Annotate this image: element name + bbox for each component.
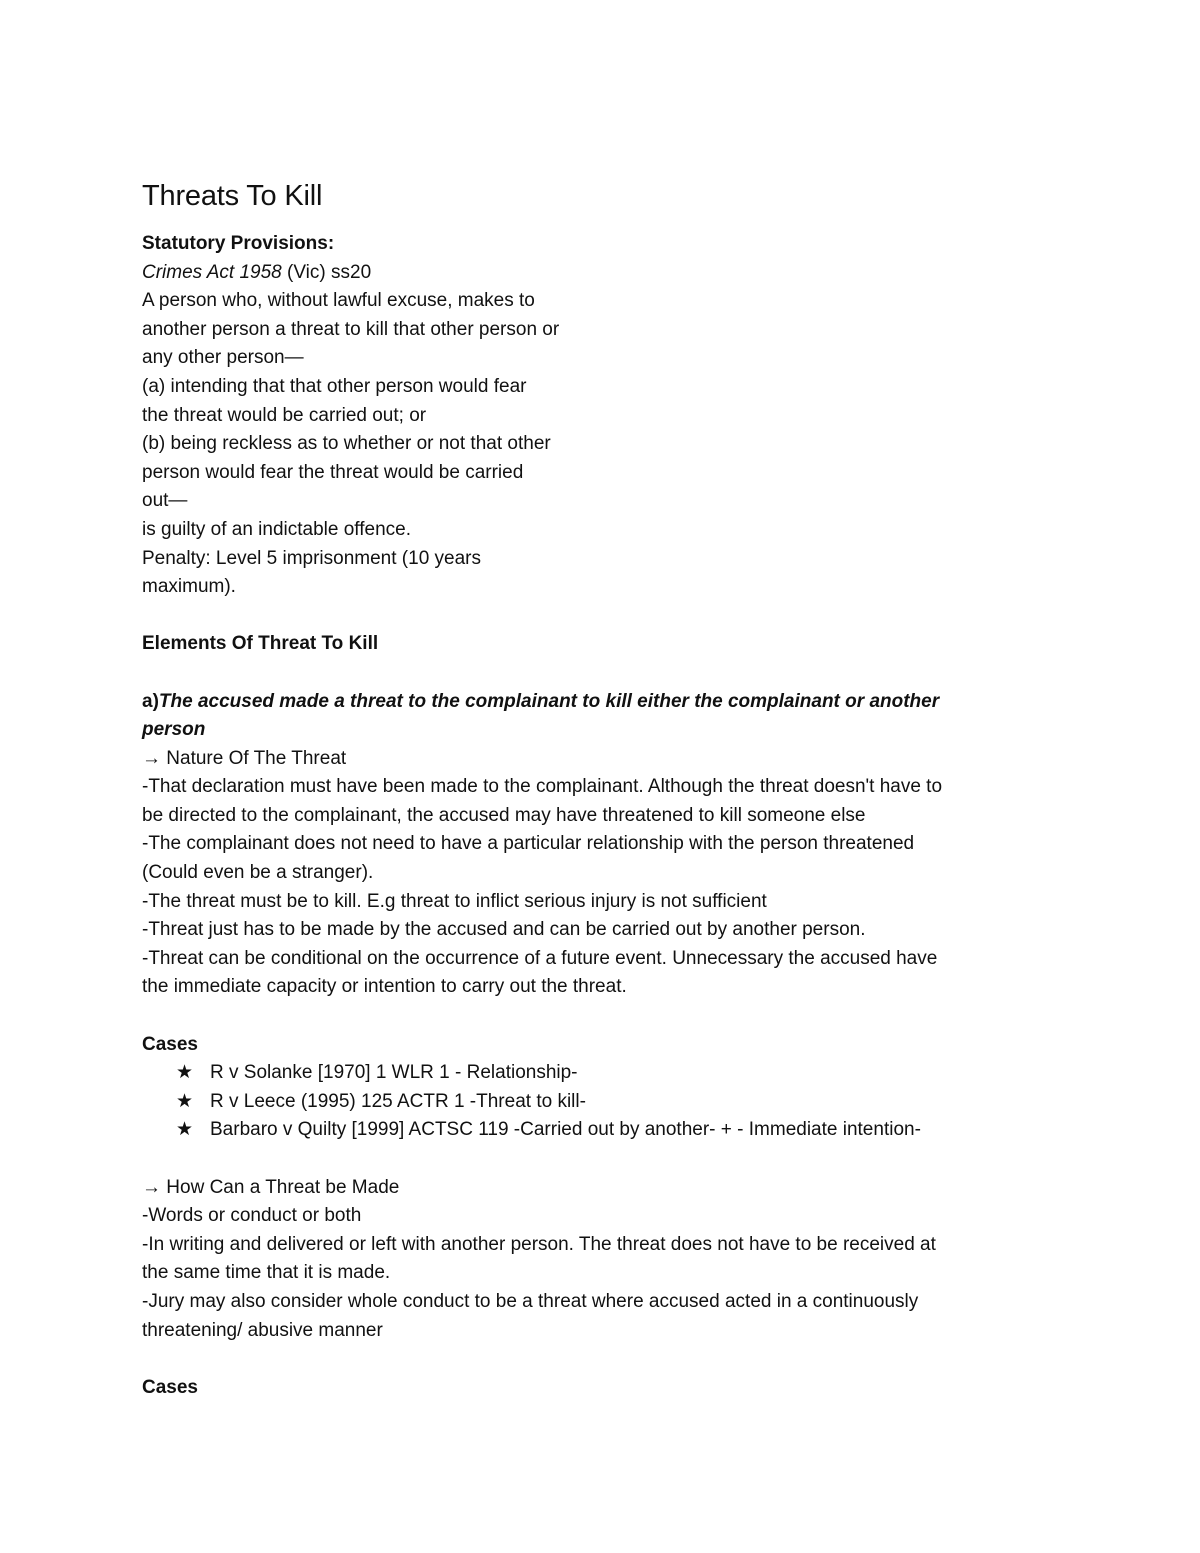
element-a-text-cont: person <box>142 719 206 741</box>
nature-line: -The complainant does not need to have a particular relationship with the person threatened <box>142 833 915 855</box>
case-item <box>176 1088 1062 1117</box>
star-bullet-icon: ★ <box>176 1119 194 1141</box>
nature-heading: → Nature Of The Threat <box>142 747 347 769</box>
statute-line: person would fear the threat would be carried <box>142 461 524 483</box>
case-text: R v Leece (1995) 125 ACTR 1 -Threat to kill- <box>210 1090 586 1112</box>
how-line: -Words or conduct or both <box>142 1205 362 1227</box>
statute-line: any other person— <box>142 347 304 369</box>
act-name: Crimes Act 1958 <box>142 261 282 283</box>
nature-line: be directed to the complainant, the accused may have threatened to kill someone else <box>142 804 866 826</box>
cases-list <box>142 1059 1062 1145</box>
statute-line: is guilty of an indictable offence. <box>142 518 411 540</box>
nature-line: the immediate capacity or intention to carry out the threat. <box>142 976 627 998</box>
statute-line: (a) intending that that other person would fear <box>142 375 527 397</box>
nature-line: -Threat just has to be made by the accused and can be carried out by another person. <box>142 919 866 941</box>
cases-heading: Cases <box>142 1033 198 1055</box>
nature-line: -Threat can be conditional on the occurrence of a future event. Unnecessary the accused have <box>142 947 938 969</box>
statute-line: (b) being reckless as to whether or not that other <box>142 433 551 455</box>
statute-line: Penalty: Level 5 imprisonment (10 years <box>142 547 481 569</box>
spacer <box>142 1345 1062 1374</box>
cases-heading-2: Cases <box>142 1376 198 1398</box>
page-title: Threats To Kill <box>142 180 323 212</box>
statute-line: maximum). <box>142 576 236 598</box>
star-bullet-icon: ★ <box>176 1090 194 1112</box>
statute-line: the threat would be carried out; or <box>142 404 427 426</box>
how-line: threatening/ abusive manner <box>142 1319 383 1341</box>
element-a-label: a) <box>142 690 159 712</box>
case-item <box>176 1059 1062 1088</box>
statutory-heading: Statutory Provisions: <box>142 233 335 254</box>
elements-heading: Elements Of Threat To Kill <box>142 633 379 655</box>
element-a <box>142 688 1062 717</box>
how-line: -Jury may also consider whole conduct to be a threat where accused acted in a continuously <box>142 1290 919 1312</box>
statute-citation <box>142 259 1062 288</box>
document-page <box>142 176 1062 1402</box>
spacer <box>142 1002 1062 1031</box>
statute-line: another person a threat to kill that other person or <box>142 318 560 340</box>
spacer <box>142 602 1062 631</box>
how-line: the same time that it is made. <box>142 1262 391 1284</box>
case-text: Barbaro v Quilty [1999] ACTSC 119 -Carried out by another- + - Immediate intention- <box>210 1119 921 1141</box>
star-bullet-icon: ★ <box>176 1062 194 1084</box>
how-heading: → How Can a Threat be Made <box>142 1176 400 1198</box>
nature-line: (Could even be a stranger). <box>142 862 374 884</box>
statute-line: out— <box>142 490 188 512</box>
element-a-text: The accused made a threat to the complainant to kill either the complainant or another <box>158 690 940 712</box>
how-line: -In writing and delivered or left with another person. The threat does not have to be received at <box>142 1233 936 1255</box>
statute-line: A person who, without lawful excuse, makes to <box>142 290 535 312</box>
spacer <box>142 659 1062 688</box>
case-text: R v Solanke [1970] 1 WLR 1 - Relationship- <box>210 1062 578 1084</box>
nature-line: -That declaration must have been made to the complainant. Although the threat doesn't have to <box>142 776 943 798</box>
act-section: (Vic) ss20 <box>281 261 372 283</box>
nature-line: -The threat must be to kill. E.g threat to inflict serious injury is not sufficient <box>142 890 767 912</box>
case-item <box>176 1116 1062 1145</box>
spacer <box>142 1145 1062 1174</box>
